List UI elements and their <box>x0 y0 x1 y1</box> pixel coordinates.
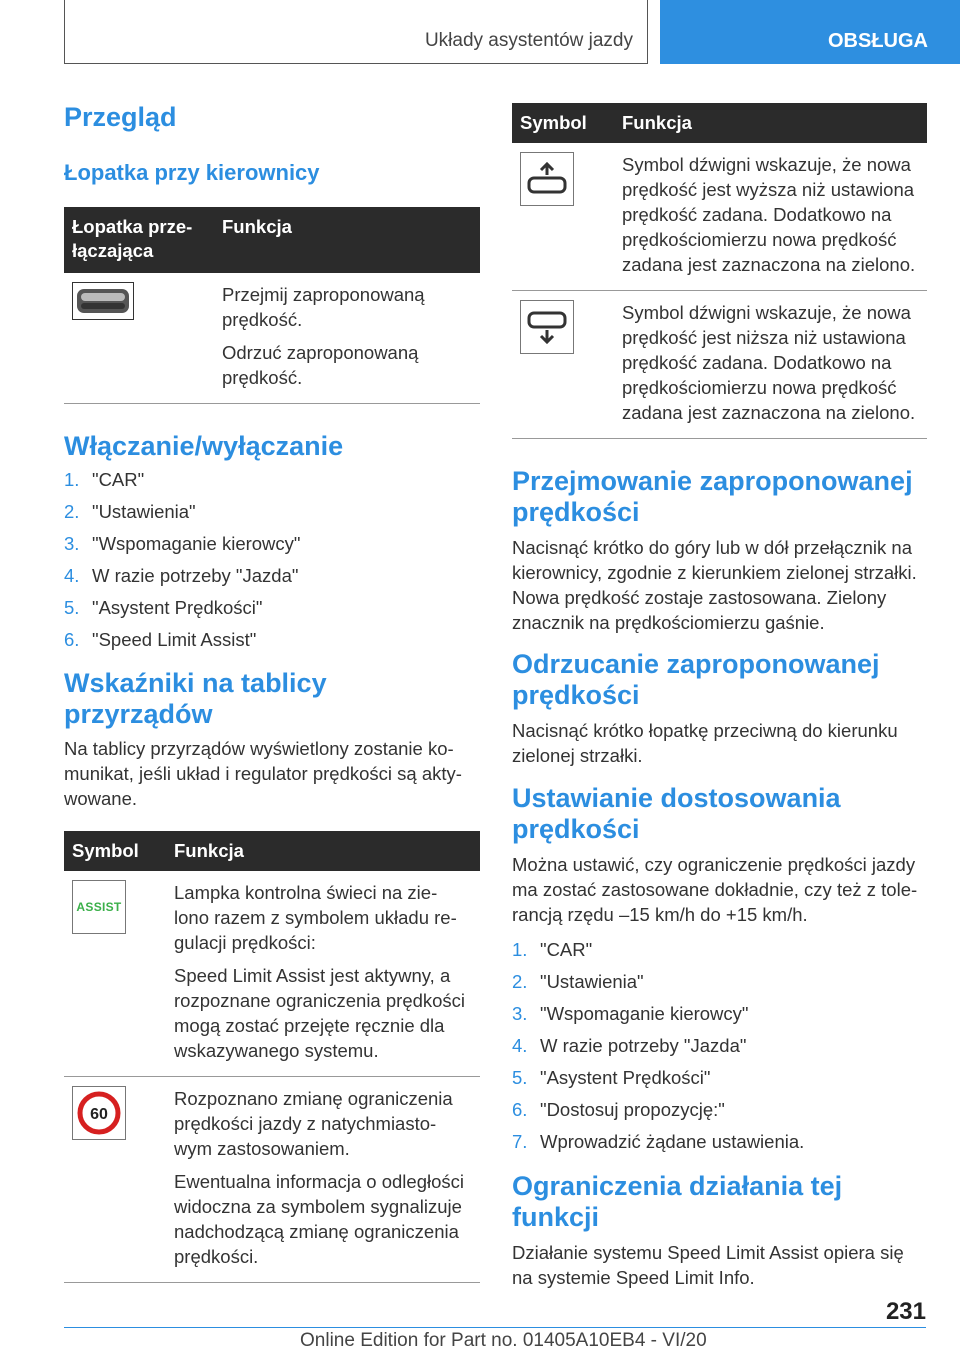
list-item: 7. Wprowadzić żądane ustawienia. <box>512 1131 805 1152</box>
chapter-tab: OBSŁUGA <box>660 0 960 64</box>
table-header-function: Funkcja <box>214 207 480 273</box>
function-text: Przejmij zaproponowaną prędkość. <box>222 284 425 330</box>
list-item: 6. "Speed Limit Assist" <box>64 629 257 650</box>
footer-edition: Online Edition for Part no. 01405A10EB4 - VI/20 <box>300 1330 707 1351</box>
table-row <box>64 1077 480 1283</box>
reject-heading: Odrzucanie zaproponowanej prędkości <box>512 649 880 710</box>
indicators-table <box>64 831 480 1283</box>
list-item: 5. "Asystent Prędkości" <box>64 597 263 618</box>
overview-heading: Przegląd <box>64 102 177 132</box>
function-text: Symbol dźwigni wskazuje, że nowa prędkość jest wyższa niż ustawiona prędkość zadana. Dodatkowo na prędkościomierzu nowa prędkość zadana jest zaznaczona na zielono. <box>614 143 927 291</box>
left-column <box>64 102 480 1283</box>
table-header-symbol: Symbol <box>512 103 614 143</box>
list-item: 3. "Wspomaganie kierowcy" <box>64 533 301 554</box>
header-section-box <box>64 0 648 64</box>
list-item: 5. "Asystent Prędkości" <box>512 1067 711 1088</box>
function-text: Rozpoznano zmianę ograniczenia prędkości jazdy z natychmiasto-wym zastosowaniem. <box>174 1088 453 1159</box>
right-column <box>512 103 927 1290</box>
table-row <box>512 143 927 291</box>
list-item: 2. "Ustawienia" <box>512 971 644 992</box>
section-title: Układy asystentów jazdy <box>424 30 633 51</box>
list-item: 2. "Ustawienia" <box>64 501 196 522</box>
svg-text:60: 60 <box>90 1106 108 1123</box>
assist-icon: ASSIST <box>72 880 126 934</box>
paddle-table <box>64 207 480 404</box>
onoff-steps <box>64 464 480 656</box>
function-text: Odrzuć zaproponowaną prędkość. <box>222 342 419 388</box>
indicators-heading: Wskaźniki na tablicy przyrządów <box>64 668 327 729</box>
table-header-function: Funkcja <box>166 831 480 871</box>
function-text: Lampka kontrolna świeci na zie-lono razem z symbolem układu re-gulacji prędkości: <box>174 882 457 953</box>
reject-text: Nacisnąć krótko łopatkę przeciwną do kierunku zielonej strzałki. <box>512 720 898 766</box>
function-text: Speed Limit Assist jest aktywny, a rozpoznane ograniczenia prędkości mogą zostać przejęte ręcznie dla wskazywanego systemu. <box>174 965 466 1061</box>
list-item: 1. "CAR" <box>64 469 145 490</box>
list-item: 4. W razie potrzeby "Jazda" <box>64 565 299 586</box>
table-header-symbol: Symbol <box>64 831 166 871</box>
table-header-paddle: Łopatka prze-łączająca <box>64 207 214 273</box>
paddle-switch-icon <box>72 282 134 320</box>
lever-symbol-table <box>512 103 927 439</box>
paddle-subheading: Łopatka przy kierownicy <box>64 160 320 185</box>
speed-limit-sign-icon <box>72 1086 126 1140</box>
limits-heading: Ograniczenia działania tej funkcji <box>512 1171 843 1232</box>
page-number: 231 <box>885 1298 926 1325</box>
onoff-heading: Włączanie/wyłączanie <box>64 431 344 461</box>
function-text: Symbol dźwigni wskazuje, że nowa prędkość jest niższa niż ustawiona prędkość zadana. Dodatkowo na prędkościomierzu nowa prędkość zadana jest zaznaczona na zielono. <box>614 291 927 439</box>
table-header-function: Funkcja <box>614 103 927 143</box>
list-item: 4. W razie potrzeby "Jazda" <box>512 1035 747 1056</box>
adjust-text: Można ustawić, czy ograniczenie prędkości jazdy ma zostać zastosowane dokładnie, czy też z tole-rancją rzędu –15 km/h do +15 km/h. <box>512 854 918 925</box>
table-row <box>512 291 927 439</box>
list-item: 6. "Dostosuj propozycję:" <box>512 1099 725 1120</box>
limits-text: Działanie systemu Speed Limit Assist opiera się na systemie Speed Limit Info. <box>512 1242 904 1288</box>
indicators-text: Na tablicy przyrządów wyświetlony zostanie ko-munikat, jeśli układ i regulator prędkości są akty-wowane. <box>64 738 462 809</box>
accept-heading: Przejmowanie zaproponowanej prędkości <box>512 466 913 527</box>
footer-divider <box>64 1327 926 1328</box>
table-row <box>64 871 480 1077</box>
lever-down-icon <box>520 300 574 354</box>
accept-text: Nacisnąć krótko do góry lub w dół przełącznik na kierownicy, zgodnie z kierunkiem zielonej strzałki. Nowa prędkość zostaje zastosowana. Zielony znacznik na prędkościomierzu gaśnie. <box>512 537 917 633</box>
adjust-heading: Ustawianie dostosowania prędkości <box>512 783 841 844</box>
list-item: 3. "Wspomaganie kierowcy" <box>512 1003 749 1024</box>
lever-up-icon <box>520 152 574 206</box>
function-text: Ewentualna informacja o odległości widoczna za symbolem sygnalizuje nadchodzącą zmianę ograniczenia prędkości. <box>174 1171 465 1267</box>
list-item: 1. "CAR" <box>512 939 593 960</box>
adjust-steps <box>512 934 927 1158</box>
table-row <box>64 273 480 404</box>
